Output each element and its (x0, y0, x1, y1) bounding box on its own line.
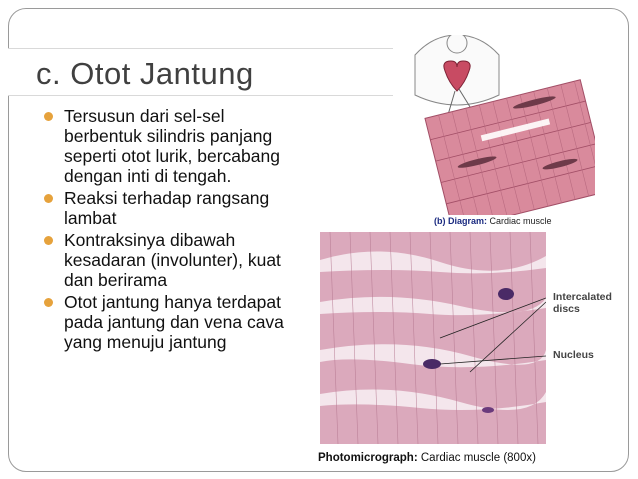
bullet-item: Otot jantung hanya terdapat pada jantung dan vena cava yang menuju jantung (44, 292, 294, 352)
bullet-dot-icon (44, 236, 53, 245)
bullet-dot-icon (44, 298, 53, 307)
cardiac-muscle-diagram (395, 35, 595, 215)
photomicrograph-caption: Photomicrograph: Cardiac muscle (800x) (318, 452, 536, 464)
bullet-item: Reaksi terhadap rangsang lambat (44, 188, 294, 228)
diagram-caption: (b) Diagram: Cardiac muscle (434, 216, 552, 226)
slide-title: c. Otot Jantung (36, 56, 254, 91)
bullet-dot-icon (44, 194, 53, 203)
nucleus-label: Nucleus (553, 349, 594, 361)
bullet-item: Tersusun dari sel-sel berbentuk silindris panjang seperti otot lurik, bercabang dengan inti di tengah. (44, 106, 294, 186)
cardiac-muscle-photomicrograph (320, 232, 546, 444)
bullet-dot-icon (44, 112, 53, 121)
bullet-item: Kontraksinya dibawah kesadaran (involunter), kuat dan berirama (44, 230, 294, 290)
intercalated-discs-label: Intercalated discs (553, 291, 612, 315)
bullet-list (44, 106, 294, 354)
